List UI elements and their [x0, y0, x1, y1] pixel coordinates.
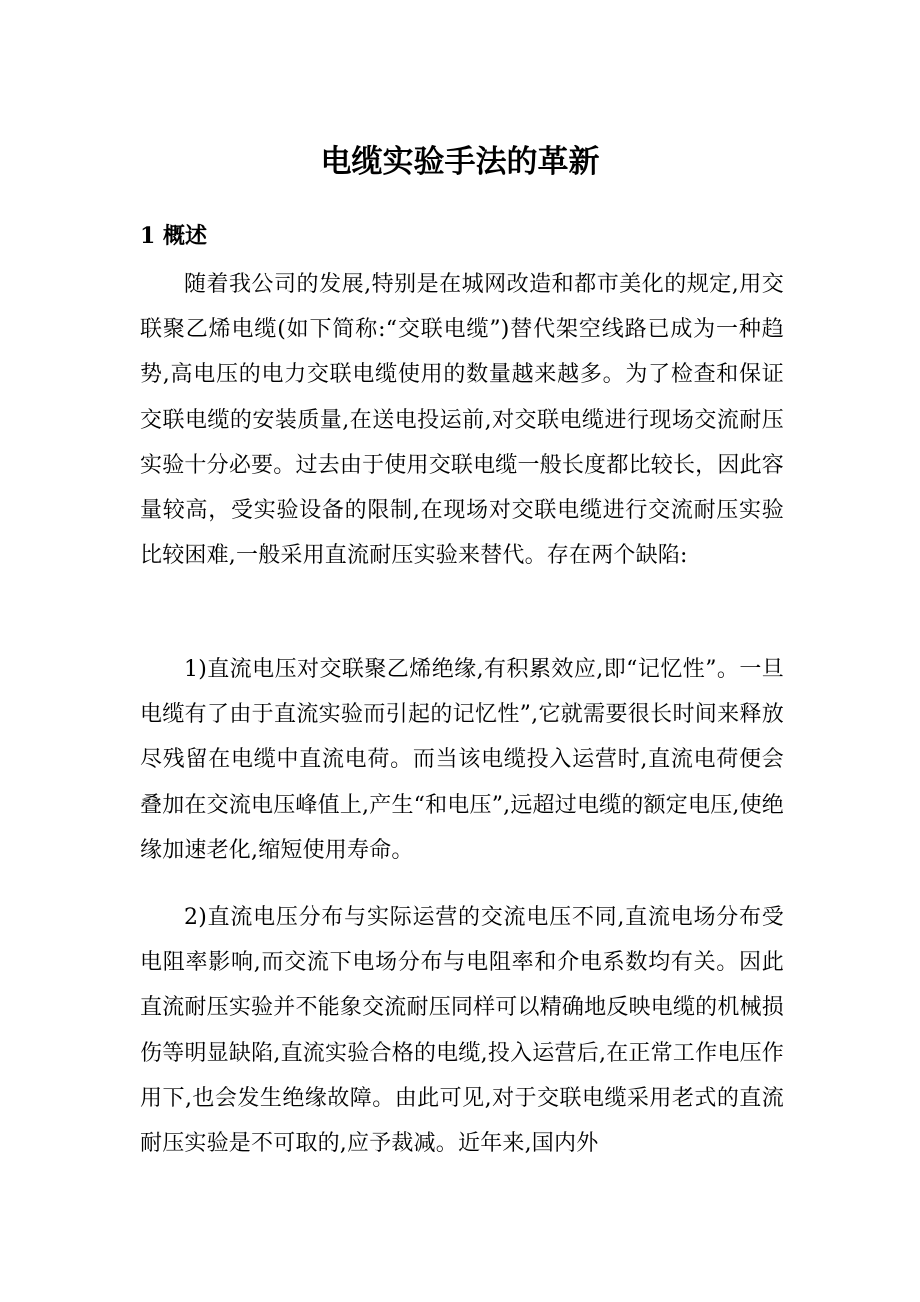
body-paragraph-2: 1)直流电压对交联聚乙烯绝缘,有积累效应,即“记忆性”。一旦电缆有了由于直流实验而引起的记忆性”,它就需要很长时间来释放尽残留在电缆中直流电荷。而当该电缆投入运营时,直流电荷便会叠加在交流电压峰值上,产生“和电压”,远超过电缆的额定电压,使绝缘加速老化,缩短使用寿命。 [140, 657, 784, 863]
section-heading: 1 概述 [140, 223, 207, 249]
document-title: 电缆实验手法的革新 [320, 144, 600, 180]
body-paragraph-1: 随着我公司的发展,特别是在城网改造和都市美化的规定,用交联聚乙烯电缆(如下简称:“交联电缆”)替代架空线路已成为一种趋势,高电压的电力交联电缆使用的数量越来越多。为了检查和保证交联电缆的安装质量,在送电投运前,对交联电缆进行现场交流耐压实验十分必要。过去由于使用交联电缆一般长度都比较长，因此容量较高，受实验设备的限制,在现场对交联电缆进行交流耐压实验比较困难,一般采用直流耐压实验来替代。存在两个缺陷: [140, 272, 784, 569]
body-paragraph-3: 2)直流电压分布与实际运营的交流电压不同,直流电场分布受电阻率影响,而交流下电场分布与电阻率和介电系数均有关。因此直流耐压实验并不能象交流耐压同样可以精确地反映电缆的机械损伤等明显缺陷,直流实验合格的电缆,投入运营后,在正常工作电压作用下,也会发生绝缘故障。由此可见,对于交联电缆采用老式的直流耐压实验是不可取的,应予裁减。近年来,国内外 [140, 905, 784, 1157]
